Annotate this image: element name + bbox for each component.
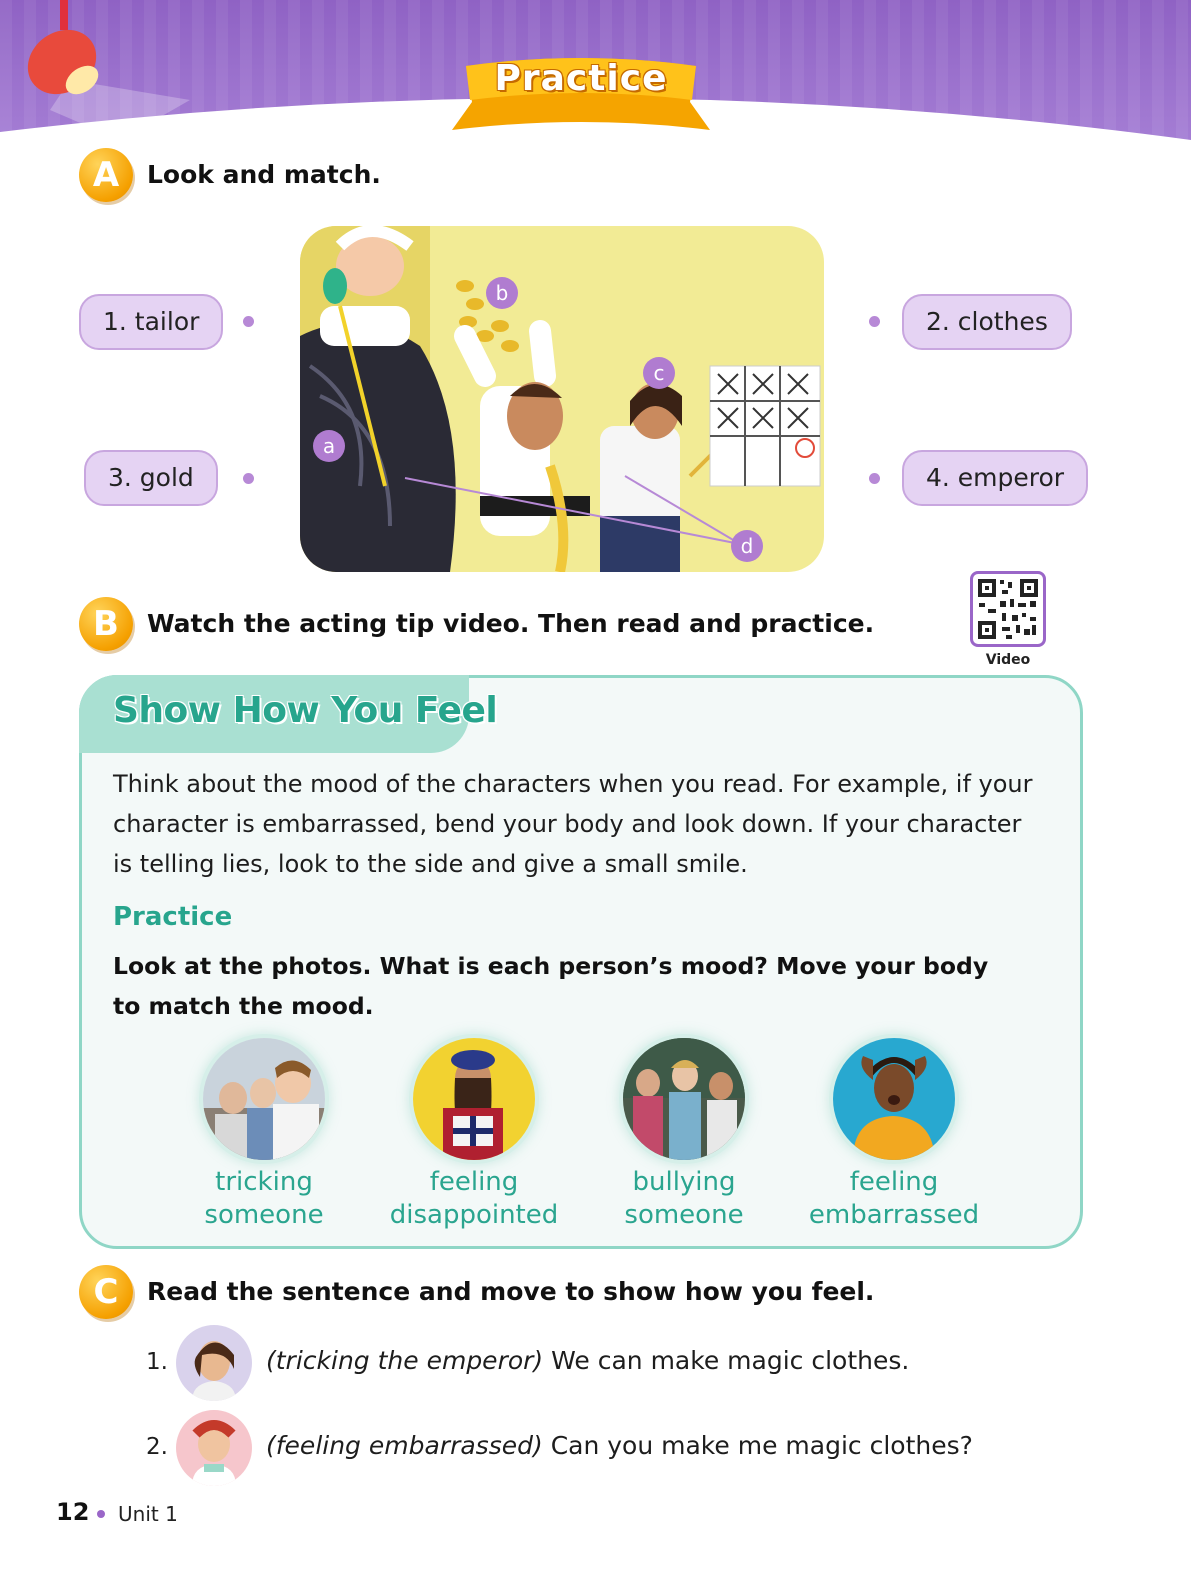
sentence-1-text: We can make magic clothes. (551, 1346, 910, 1375)
caption-line-1: tricking (215, 1167, 313, 1197)
section-a-badge: A (79, 148, 133, 202)
photo-feeling-embarrassed (833, 1038, 955, 1160)
match-dot-gold[interactable] (243, 473, 254, 484)
word-pill-emperor[interactable]: 4. emperor (902, 450, 1088, 506)
caption-line-1: bullying (632, 1167, 736, 1197)
word-pill-gold[interactable]: 3. gold (84, 450, 218, 506)
section-b-title: Watch the acting tip video. Then read and practice. (147, 609, 875, 638)
acting-tip-body: Think about the mood of the characters when you read. For example, if your character is embarrassed, bend your body and look down. If your character is telling lies, look to the side and give a small smile. (113, 770, 1033, 878)
photo-bullying-someone (623, 1038, 745, 1160)
word-pill-clothes[interactable]: 2. clothes (902, 294, 1072, 350)
footer-dot (97, 1510, 105, 1518)
emperor-avatar (176, 1410, 252, 1486)
section-c-badge: C (79, 1265, 133, 1319)
caption-line-2: someone (204, 1200, 324, 1230)
caption-tricking-someone (154, 1166, 374, 1232)
word-pill-tailor[interactable]: 1. tailor (79, 294, 223, 350)
svg-text:a: a (322, 434, 336, 458)
tailor-avatar (176, 1325, 252, 1401)
unit-label: Unit 1 (118, 1502, 178, 1526)
acting-tip-instruction: Look at the photos. What is each person’s mood? Move your body to match the mood. (113, 952, 989, 1020)
practice-banner-label: Practice (494, 58, 668, 99)
sentence-1-cue: (tricking the emperor) (266, 1346, 544, 1375)
caption-line-2: embarrassed (808, 1200, 980, 1230)
sentence-2-text: Can you make me magic clothes? (550, 1431, 973, 1460)
section-b-badge: B (79, 597, 133, 651)
caption-line-2: disappointed (389, 1200, 559, 1230)
svg-text:b: b (495, 281, 509, 305)
svg-text:c: c (653, 361, 665, 385)
sentence-2 (266, 1431, 973, 1460)
caption-feeling-embarrassed (784, 1166, 1004, 1232)
match-dot-tailor[interactable] (243, 316, 254, 327)
match-dot-clothes[interactable] (869, 316, 880, 327)
caption-line-2: someone (624, 1200, 744, 1230)
svg-text:d: d (740, 534, 754, 558)
acting-tip-subheading: Practice (113, 902, 233, 932)
qr-code-icon[interactable] (970, 571, 1046, 647)
story-illustration (300, 226, 824, 572)
page-number: 12 (56, 1498, 90, 1526)
section-a-title: Look and match. (147, 160, 381, 189)
caption-bullying-someone (574, 1166, 794, 1232)
sentence-2-cue: (feeling embarrassed) (266, 1431, 543, 1460)
caption-line-1: feeling (849, 1167, 939, 1197)
caption-line-1: feeling (429, 1167, 519, 1197)
acting-tip-title: Show How You Feel (113, 690, 498, 731)
photo-feeling-disappointed (413, 1038, 535, 1160)
item-number: 2. (146, 1434, 168, 1460)
section-c-title: Read the sentence and move to show how you feel. (147, 1277, 875, 1306)
photo-tricking-someone (203, 1038, 325, 1160)
match-dot-emperor[interactable] (869, 473, 880, 484)
sentence-1 (266, 1346, 909, 1375)
qr-video-label: Video (985, 652, 1031, 668)
caption-feeling-disappointed (364, 1166, 584, 1232)
item-number: 1. (146, 1349, 168, 1375)
